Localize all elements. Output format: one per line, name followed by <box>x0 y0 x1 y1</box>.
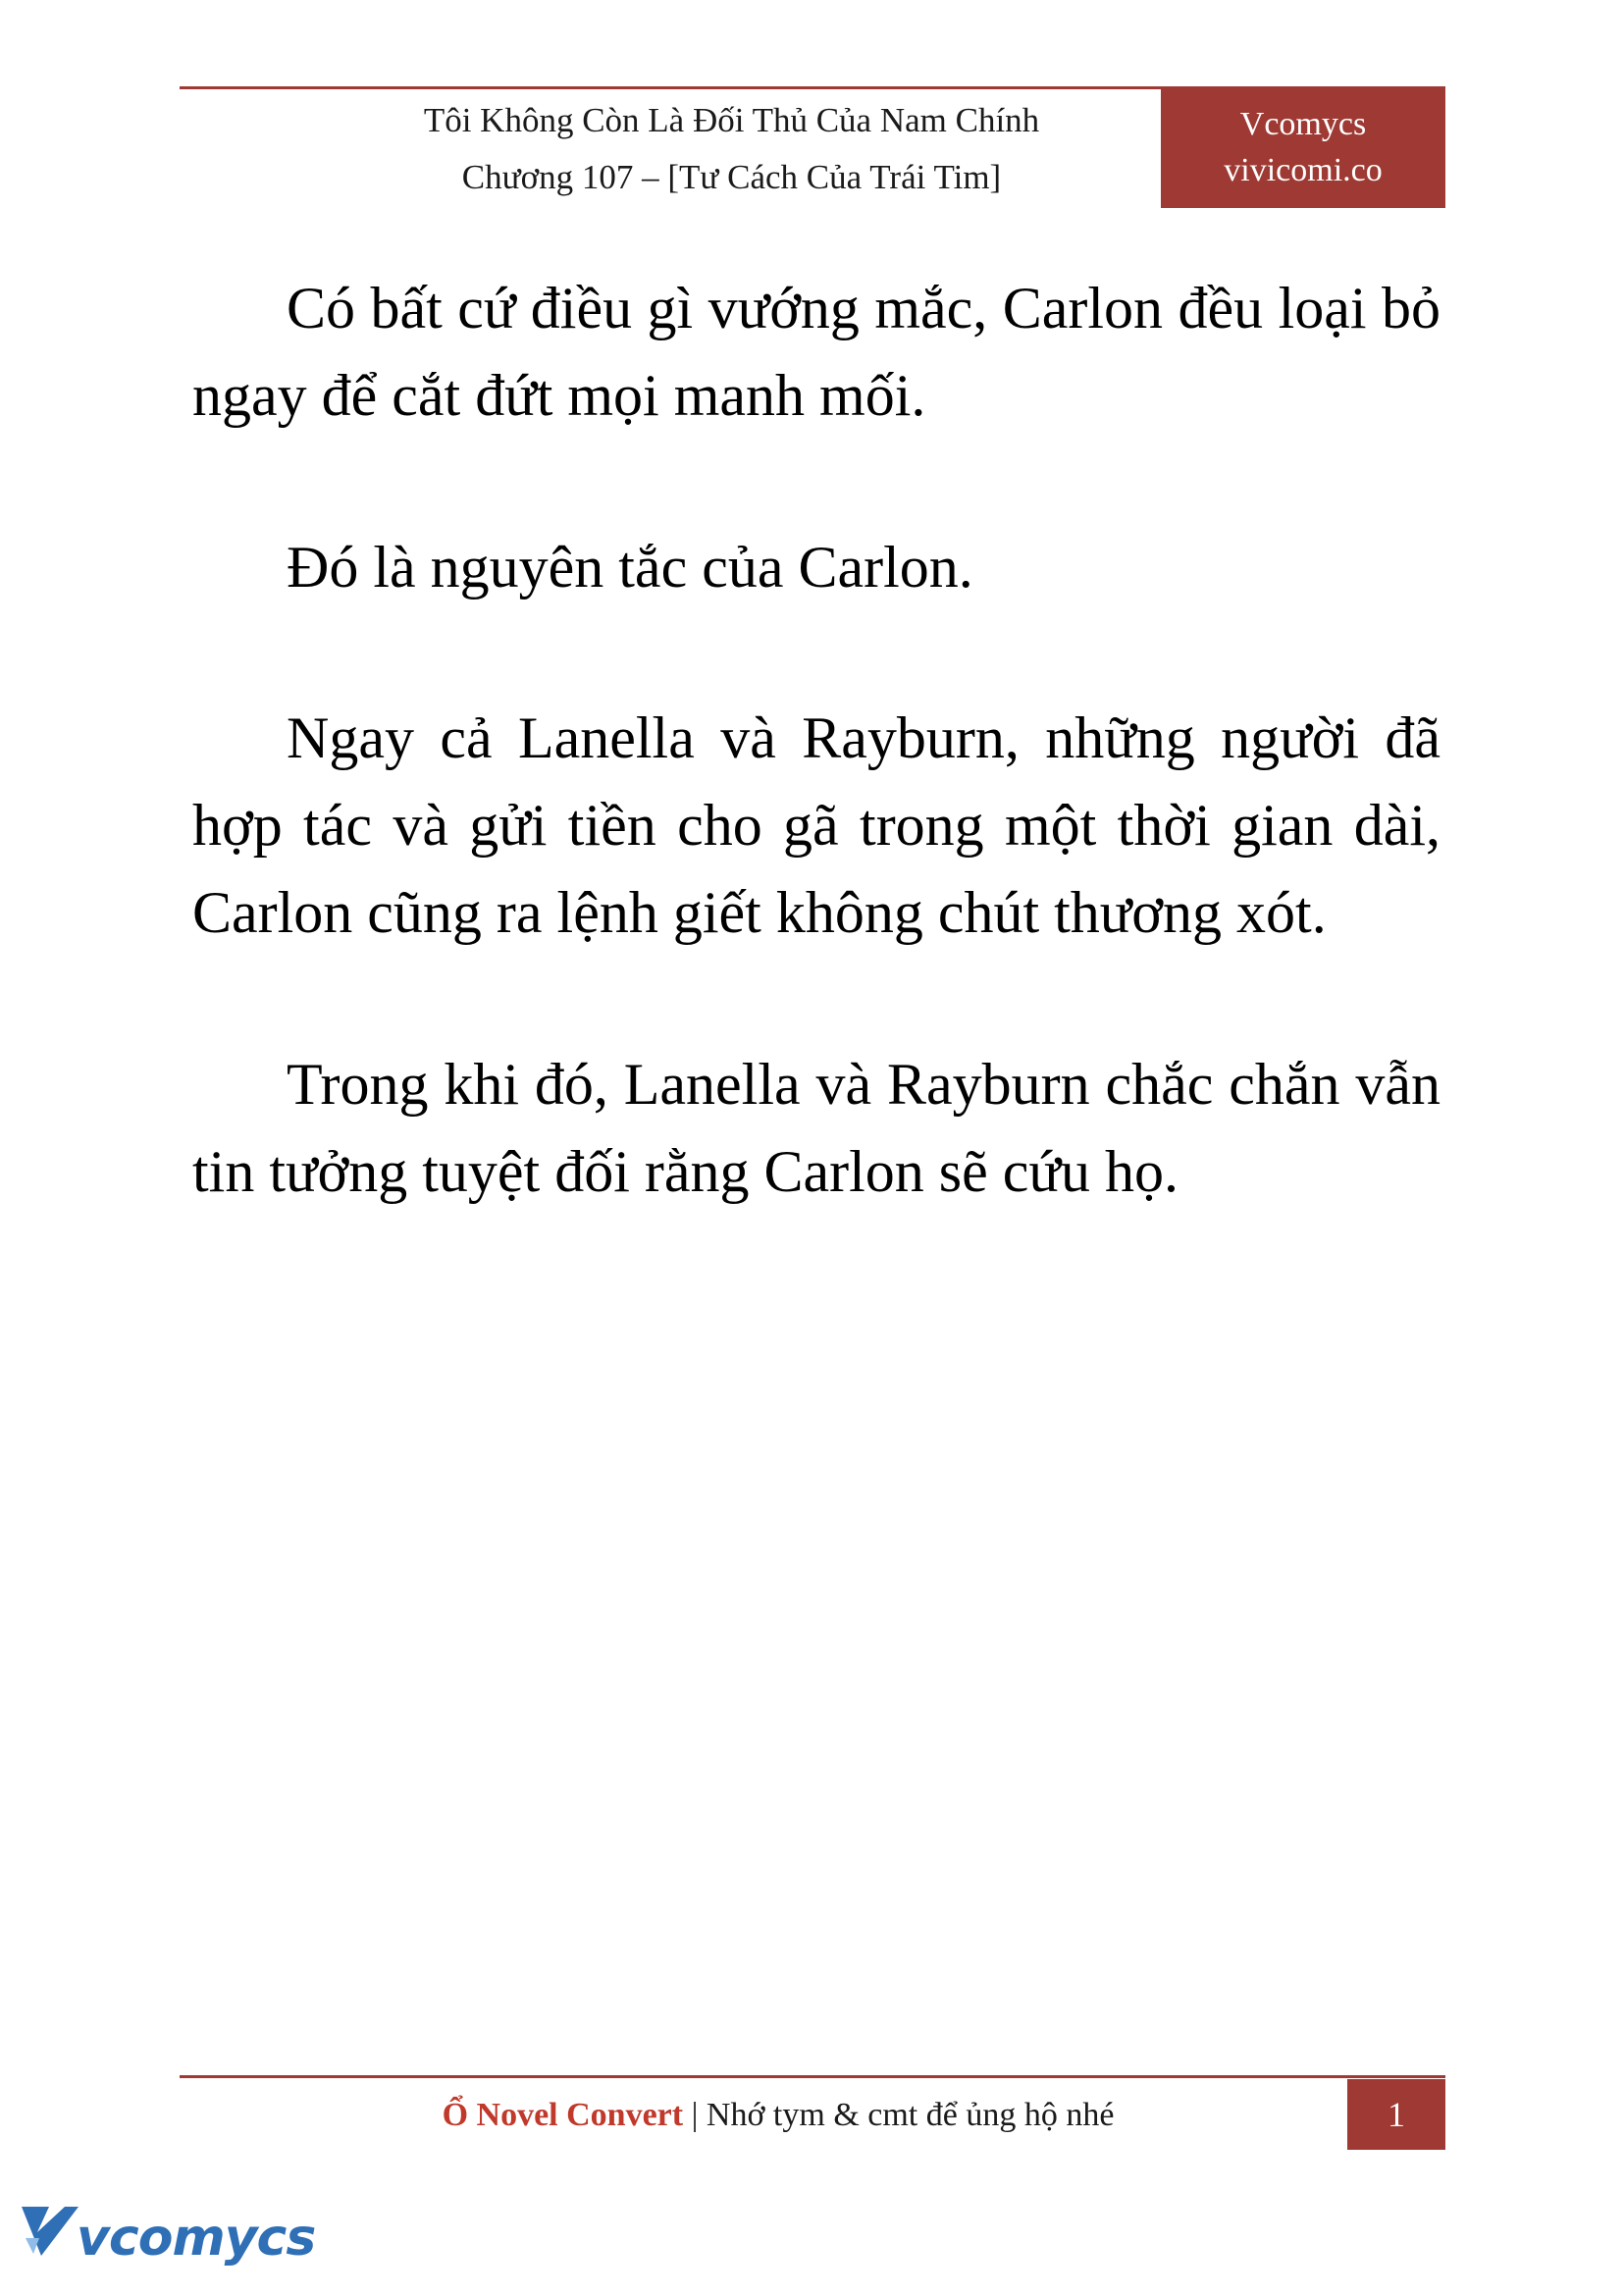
page-number: 1 <box>1347 2079 1445 2150</box>
header-title <box>180 92 1283 206</box>
footer-divider <box>180 2075 1445 2078</box>
paragraph: Có bất cứ điều gì vướng mắc, Carlon đều loại bỏ ngay để cắt đứt mọi manh mối. <box>192 276 1441 428</box>
page-content <box>192 265 1441 1215</box>
site-badge-name: Vcomycs <box>1239 106 1367 142</box>
paragraph: Trong khi đó, Lanella và Rayburn chắc chắn vẫn tin tưởng tuyệt đối rằng Carlon sẽ cứu họ. <box>192 1051 1441 1204</box>
watermark-text: vcomycs <box>77 2209 316 2268</box>
footer-note: Nhớ tym & cmt để ủng hộ nhé <box>706 2097 1115 2133</box>
paragraph: Ngay cả Lanella và Rayburn, những người đã hợp tác và gửi tiền cho gã trong một thời gian dài, Carlon cũng ra lệnh giết không chút thương xót. <box>192 705 1441 945</box>
paragraph: Đó là nguyên tắc của Carlon. <box>287 534 973 600</box>
footer-credit <box>180 2085 1377 2146</box>
vcomycs-logo-icon <box>20 2203 80 2260</box>
site-badge-url: vivicomi.co <box>1224 152 1383 188</box>
page-header <box>180 86 1445 222</box>
footer-brand: Ổ Novel Convert <box>442 2097 684 2133</box>
chapter-title: Chương 107 – [Tư Cách Của Trái Tim] <box>461 158 1002 196</box>
page-footer <box>180 2075 1445 2164</box>
site-badge <box>1161 86 1445 208</box>
watermark-logo <box>20 2197 316 2285</box>
novel-title: Tôi Không Còn Là Đối Thủ Của Nam Chính <box>423 101 1040 139</box>
footer-separator: | <box>683 2097 707 2133</box>
